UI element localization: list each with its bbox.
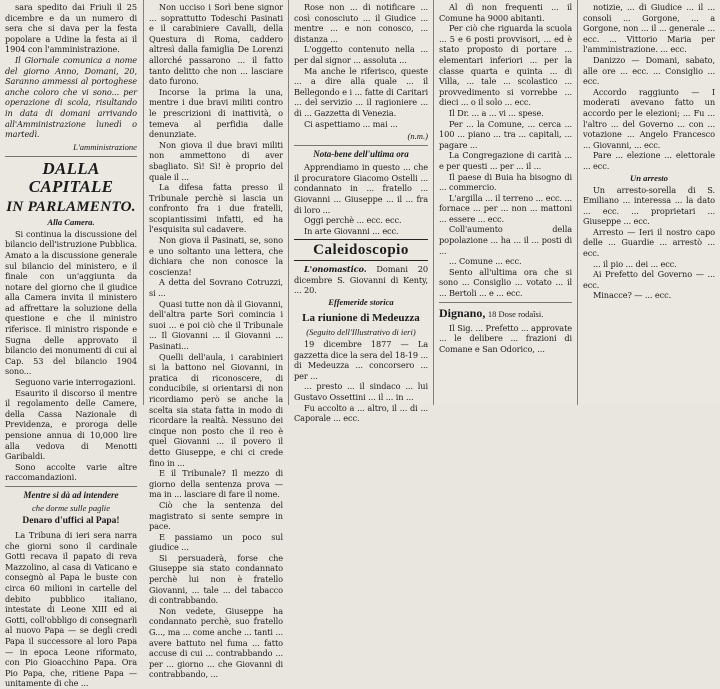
signature: L'amministrazione bbox=[73, 141, 137, 152]
headline: DALLA CAPITALE bbox=[28, 158, 114, 196]
paragraph: Ai Prefetto del Governo — ... ecc. bbox=[583, 269, 715, 290]
paragraph: Ciò che la sentenza del magistrato si sente sempre in pace. bbox=[149, 499, 283, 532]
headline: Mentre si dà ad intendere bbox=[23, 489, 119, 500]
paragraph: Per ciò che riguarda la scuola ... 5 e 6 posti provvisori, ... ed è stato proposto di portare ... elementari inferiori ... per la classe quarta e quinta ... di Villa, ... tale ... scolastico ... provvedimento si vorrebbe ... dieci ... o il solo ... ecc. bbox=[439, 23, 572, 108]
paragraph: E il Tribunale? Il mezzo di giorno della sentenza prova — ma in ... lasciare di fare il nome. bbox=[149, 468, 283, 500]
paragraph: La Congregazione di carità ... e per questi ... per ... il ... bbox=[439, 150, 572, 171]
paragraph: 19 dicembre 1877 — La gazzetta dice la sera del 18-19 ... di Medeuzza ... concorsero ... per ... bbox=[294, 339, 428, 381]
paragraph: Un arresto-sorella di S. Emiliano ... interessa ... la dato ... ecc. ... proprietari ... Giuseppe ... ecc. bbox=[583, 184, 715, 227]
headline: IN PARLAMENTO. bbox=[6, 198, 136, 215]
paragraph: La Tribuna di ieri sera narra che giorni sono il cardinale Gotti recava il papato di reva Mazzolino, al casa di Vaticano e consegnò al Papa le buste con circa 60 milioni in cartelle del debito pubblico italiano, intestate di Leone XIII ed ai Gotti, coll'obbligo di consegnarli al nuovo Papa — se degli credi Papa il successore al loro Papa — in epoca Leone riformato, con Pio Gioacchino Papa. Ora Pio Papa, che, ritiene Papa — unitamente di che ... bbox=[5, 529, 137, 689]
paragraph: Apprendiamo in questo ... che il procuratore Giacomo Ostelli ... condannato in ... fratello ... Giovanni ... Giuseppe ... il ... fra di loro ... bbox=[294, 162, 428, 215]
headline: La riunione di Medeuzza bbox=[302, 312, 420, 325]
paragraph: sara spedito dai Friuli il 25 dicembre e da un numero di sera che si dava per la festa popolare a Udine la festa ai il 1904 con l'amministrazione. bbox=[5, 2, 137, 55]
paragraph: La difesa fatta presso il Tribunale perchè si lascia un confronto fra i due fratelli, scopiantissimi infatti, ed ha l'esquisita sul cadavere. bbox=[149, 182, 283, 235]
divider bbox=[5, 486, 137, 487]
paragraph: Sono accolte varie altre raccomandazioni. bbox=[5, 461, 137, 483]
subheading: che dorme sulle paglie bbox=[31, 502, 111, 513]
paragraph: Minacce? — ... ecc. bbox=[593, 290, 672, 301]
label: L'onomastico. bbox=[304, 264, 367, 275]
paragraph: Seguono varie interrogazioni. bbox=[15, 377, 136, 388]
headline: Nota-bene dell'ultima ora bbox=[313, 149, 409, 160]
paragraph: Oggi perchè ... ecc. ecc. bbox=[304, 215, 402, 226]
paragraph: Ma anche le riferisco, queste ... a dire alla quale ... il Bellegondo e i ... fatte di Caritari ... del servizio ... il ragioniere ... di ... Gazzetta di Venezia. bbox=[294, 65, 428, 118]
paragraph: Fu accolto a ... altro, il ... di ... Caporale ... ecc. bbox=[294, 402, 428, 424]
subheading: Un arresto bbox=[630, 172, 668, 183]
divider bbox=[439, 302, 572, 303]
column-2 bbox=[144, 0, 288, 680]
paragraph: Ci aspettiamo ... mai ... bbox=[304, 118, 398, 129]
date-line: 18 Dose rodaîsi. bbox=[487, 308, 544, 319]
paragraph: Coll'aumento della popolazione ... ha ... il ... posti di ... bbox=[439, 224, 572, 256]
place-name: Dignano, bbox=[439, 305, 486, 320]
subheading: Effemeride storica bbox=[328, 297, 394, 308]
divider bbox=[5, 156, 137, 157]
paragraph: Incorse la prima la una, mentre i due bravi militi contro le prescrizioni di inattività, o temeva al perfidia dalle denunziate. bbox=[149, 86, 283, 140]
headline bbox=[439, 307, 572, 321]
column-4 bbox=[434, 0, 577, 405]
paragraph: Si continua la discussione del bilancio dell'istruzione Pubblica. Amato a la discussione generale sul bilancio del ministero, e il finale con un'aggiunta da notare del giorno che il giudice alla Camera invita il ministero ad affrettare la soluzione della questione e che il ministro riferisce. Il ministro risponde e Sugna delle approvato il bilancio dei monumenti di cui al Cap. 53 del bilancio 1904 sono... bbox=[5, 228, 137, 377]
paragraph: Non vedete, Giuseppe ha condannato perchè, suo fratello G..., ma ... come anche ... tanti ... avere battuto nel fuma ... fatto accuse di cui ... contrabbando ... per ... giorno ... che Giovanni di contrabbando, ... bbox=[149, 605, 283, 680]
paragraph bbox=[294, 264, 428, 296]
paragraph: Al dì non frequenti ... il Comune ha 9000 abitanti. bbox=[439, 2, 572, 23]
paragraph: L'argilla ... il terreno ... ecc. ... fornace ... per ... non ... mattoni ... essere ... ecc. bbox=[439, 192, 572, 224]
paragraph: Non giova il Pasinati, se, sono e uno soltanto una lettera, che dichiara che non conosce la coscienza! bbox=[149, 235, 283, 277]
paragraph: E passiamo un poco sul giudice ... bbox=[149, 531, 283, 553]
paragraph: Non ucciso i Sorì bene signor ... soprattutto Todeschi Pasinati e il carabiniere Cavalli, della Questura di Roma, caddero altresì dalla famiglia De Lorenzi allorché passarono ... il fatto tanto delitto che non ... lasciare dato furono. bbox=[149, 2, 283, 87]
text: Domani 20 dicembre S. Giovanni di Kenty, ... 20. bbox=[294, 264, 428, 296]
paragraph: ... presto ... il sindaco ... lui Gustavo Ossettini ... il ... in ... bbox=[294, 381, 428, 403]
paragraph: Arresto — Ieri il nostro capo delle ... Guardie ... arrestò ... ecc. bbox=[583, 226, 715, 259]
paragraph: Danizzo — Domani, sabato, alle ore ... ecc. ... Consiglio ... ecc. bbox=[583, 54, 715, 87]
paragraph: Si persuaderà, forse che Giuseppe sia stato condannato perchè lui non è fratello Giovanni, ... tale ... del tabacco di contrabbando. bbox=[149, 552, 283, 606]
column-3 bbox=[289, 0, 433, 424]
paragraph: L'oggetto contenuto nella ... per dal signor ... assoluta ... bbox=[294, 44, 428, 65]
subheading: Alla Camera. bbox=[47, 216, 95, 227]
paragraph: Quasi tutte non dà il Giovanni, dell'altra parte Sorì comincia i suoi ... e poi ciò che il Tribunale ... Il Giovanni ... il Giovanni ... Pasinati... bbox=[149, 298, 283, 351]
divider bbox=[294, 145, 428, 146]
paragraph: Pare ... elezione ... elettorale ... ecc. bbox=[583, 150, 715, 171]
paragraph: In arte Giovanni ... ecc. bbox=[304, 225, 399, 236]
paragraph: notizie, ... di Giudice ... il ... consoli ... Gorgone, ... a Gorgone, non ... il ... generale ... ecc. ... Vittorio Maria per l'amministrazione. ... ecc. bbox=[583, 2, 715, 55]
paragraph: Sento all'ultima ora che si sono ... Consiglio ... votato ... il ... Bertoli ... e ... ecc. bbox=[439, 266, 572, 299]
paragraph: A detta del Sovrano Cotruzzi, si ... bbox=[149, 277, 283, 299]
paragraph: Quelli dell'aula, i carabinieri si la battono nel Giovanni, in pratica di riconoscere, di conducibile, si orientarsi di non ricordiamo però se anche la scelta sia stata fatta in modo di ricordare la realtà. Nessuno dei cinque non posto che il reo è quel Giovanni ... il povero il detto Giuseppe, e chi ci crede fino in ... bbox=[149, 351, 283, 468]
paragraph: Il paese di Buia ha bisogno di ... commercio. bbox=[439, 171, 572, 193]
signature: (n.m.) bbox=[407, 131, 428, 142]
subheading: (Seguito dell'Illustrativo di ieri) bbox=[306, 327, 416, 338]
paragraph: ... il pio ... dei ... ecc. bbox=[593, 258, 677, 269]
paragraph: Esaurito il discorso il mentre il regolamento delle Camere, della Cassa Nazionale di Previdenza, e proroga delle pensione annua di 10,000 lire alla vedova di Menotti Garibaldi. bbox=[5, 387, 137, 462]
section-headline: Caleidoscopio bbox=[294, 239, 428, 261]
paragraph: Il Giornale comunica a nome del giorno Anno, Domani, 20, Saranno ammessi al portoghese anche coloro che vi sono... per operazione di scola, risultando in data di domani arrivando all'Amministrazione lunedì o martedì. bbox=[5, 54, 137, 140]
paragraph: Il Sig. ... Prefetto ... approvate ... le delibere ... frazioni di Comane e San Odorico, ... bbox=[439, 322, 572, 354]
paragraph: Non giova il due bravi militi non ammettono di aver sbagliato. Sì! Sì! è proprio del quale il ... bbox=[149, 139, 283, 182]
paragraph: Rose non ... di notificare ... così conosciuto ... il Giudice ... mentre ... e non conosco, ... distanza ... bbox=[294, 2, 428, 44]
headline: Denaro d'uffici al Papa! bbox=[22, 515, 120, 526]
paragraph: Accordo raggiunto — I moderati avevano fatto un accordo per le elezioni; ... Fu ... l'altro ... del Governo ... con ... votazione ... Angelo Francesco ... Giovanni, ... ecc. bbox=[583, 86, 715, 150]
paragraph: ... Comune ... ecc. bbox=[449, 256, 522, 267]
column-1 bbox=[0, 0, 142, 689]
column-5 bbox=[578, 0, 720, 405]
paragraph: Il Dr. ... a ... vi ... spese. bbox=[449, 107, 544, 118]
paragraph: Per ... la Comune, ... cerca ... 100 ... piano ... tra ... capitali, ... pagare ... bbox=[439, 118, 572, 150]
